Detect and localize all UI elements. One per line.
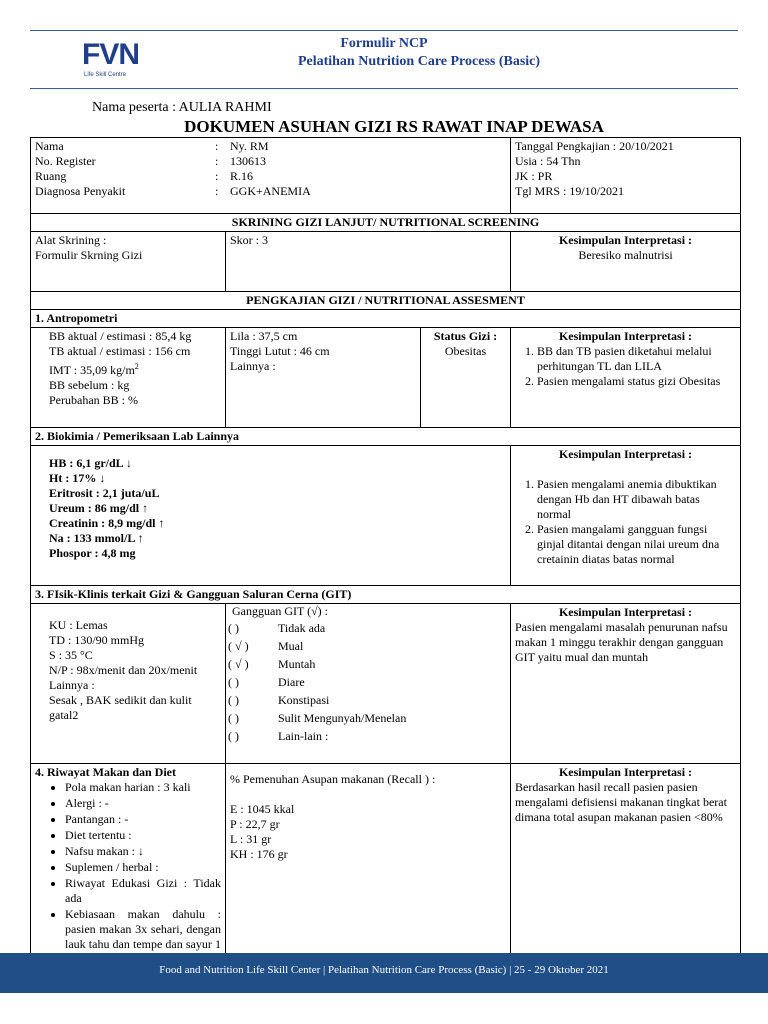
git-item: ( √ ) Mual — [228, 639, 304, 653]
clinical-conclusion: Kesimpulan Interpretasi : Pasien mengalami masalah penurunan nafsu makan 1 minggu terakhir dengan gangguan GIT yaitu mual dan muntah — [511, 604, 741, 764]
document-title: DOKUMEN ASUHAN GIZI RS RAWAT INAP DEWASA — [184, 117, 604, 136]
anthropometry-title: 1. Antropometri — [31, 310, 741, 328]
form-title: Formulir NCP — [340, 36, 428, 51]
screening-conclusion-cell: Kesimpulan Interpretasi : Beresiko malnutrisi — [511, 232, 741, 292]
participant-name: Nama peserta : AULIA RAHMI — [92, 100, 272, 115]
identity-cell: Nama : Ny. RM No. Register : 130613 Ruang : R.16 Diagnosa Penyakit : GGK+ANEMIA — [31, 138, 511, 214]
git-checklist: Gangguan GIT (√) : ( ) Tidak ada ( √ ) Mual ( √ ) Muntah ( ) Diare ( ) Konstipasi ( ) Sulit Mengunyah/Menelan ( ) Lain-lain : — [226, 604, 511, 764]
header-top-line — [30, 30, 738, 31]
diagnosis: GGK+ANEMIA — [230, 184, 311, 198]
diet-history-cell: 4. Riwayat Makan dan Diet • Pola makan harian : 3 kali • Alergi : - • Pantangan : - • Diet tertentu : • Nafsu makan : ↓ • Suplemen / herbal : • Riwayat Edukasi Gizi : Tidak ada • Kebiasaan makan dahulu : pasien makan 3x sehari, dengan lauk tahu dan tempe dan sayur 1 — [31, 764, 226, 970]
clinical-vitals: KU : Lemas TD : 130/90 mmHg S : 35 °C N/P : 98x/menit dan 20x/menit Lainnya : Sesak , BAK sedikit dan kulit gatal2 — [31, 604, 226, 764]
identity-right-cell — [511, 138, 741, 214]
footer-bar: Food and Nutrition Life Skill Center | Pelatihan Nutrition Care Process (Basic) | 25 - 29 Oktober 2021 — [0, 953, 768, 993]
recall-cell: % Pemenuhan Asupan makanan (Recall ) : E : 1045 kkal P : 22,7 gr L : 31 gr KH : 176 gr — [226, 764, 511, 970]
clinical-title: 3. FIsik-Klinis terkait Gizi & Gangguan Saluran Cerna (GIT) — [31, 586, 741, 604]
patient-name: Ny. RM — [230, 139, 269, 153]
logo-subtext: Life Skill Centre — [84, 72, 127, 78]
nutrition-status-cell: Status Gizi : Obesitas — [421, 328, 511, 428]
git-item: ( ) Tidak ada — [228, 621, 326, 635]
screening-score: Skor : 3 — [226, 232, 511, 292]
identity-row — [31, 138, 741, 214]
biochemistry-values: HB : 6,1 gr/dL ↓ Ht : 17% ↓ Eritrosit : 2,1 juta/uL Ureum : 86 mg/dl ↑ Creatinin : 8,9 mg/dl ↑ Na : 133 mmol/L ↑ Phospor : 4,8 mg — [31, 446, 511, 586]
logo-mark: FVN — [82, 38, 139, 71]
anthropometry-left: BB aktual / estimasi : 85,4 kg TB aktual / estimasi : 156 cm IMT : 35,09 $kg/m^2$ BB sebelum : kg Perubahan BB : % — [31, 328, 226, 428]
git-item: ( ) Sulit Mengunyah/Menelan — [228, 711, 407, 725]
register-number: 130613 — [230, 154, 266, 168]
room: R.16 — [230, 169, 254, 183]
header-bottom-line — [30, 88, 738, 89]
git-item: ( √ ) Muntah — [228, 657, 316, 671]
admission-date: Tgl MRS : 19/10/2021 — [515, 184, 625, 198]
assessment-table — [30, 137, 741, 970]
biochemistry-title: 2. Biokimia / Pemeriksaan Lab Lainnya — [31, 428, 741, 446]
assessment-header: PENGKAJIAN GIZI / NUTRITIONAL ASSESMENT — [31, 292, 741, 310]
assessment-date: Tanggal Pengkajian : 20/10/2021 — [515, 139, 674, 153]
anthropometry-conclusion: Kesimpulan Interpretasi : 1. BB dan TB pasien diketahui melalui perhitungan TL dan LILA 2. Pasien mengalami status gizi Obesitas — [511, 328, 741, 428]
screening-tool-cell: Alat Skrining : Formulir Skrning Gizi — [31, 232, 226, 292]
form-subtitle: Pelatihan Nutrition Care Process (Basic) — [297, 54, 541, 69]
diet-conclusion: Kesimpulan Interpretasi : Berdasarkan hasil recall pasien pasien mengalami defisiensi makanan tingkat berat dimana total asupan makanan pasien <80% — [511, 764, 741, 970]
git-item: ( ) Diare — [228, 675, 305, 689]
patient-gender: JK : PR — [515, 169, 553, 183]
git-item: ( ) Lain-lain : — [228, 729, 329, 743]
screening-header: SKRINING GIZI LANJUT/ NUTRITIONAL SCREENING — [31, 214, 741, 232]
git-item: ( ) Konstipasi — [228, 693, 330, 707]
biochemistry-conclusion: Kesimpulan Interpretasi : 1. Pasien mengalami anemia dibuktikan dengan Hb dan HT dibawah batas normal 2. Pasien mangalami gangguan fungsi ginjal ditantai dengan nilai ureum dna cretainin diatas batas normal — [511, 446, 741, 586]
anthropometry-mid: Lila : 37,5 cm Tinggi Lutut : 46 cm Lainnya : — [226, 328, 421, 428]
patient-age: Usia : 54 Thn — [515, 154, 581, 168]
